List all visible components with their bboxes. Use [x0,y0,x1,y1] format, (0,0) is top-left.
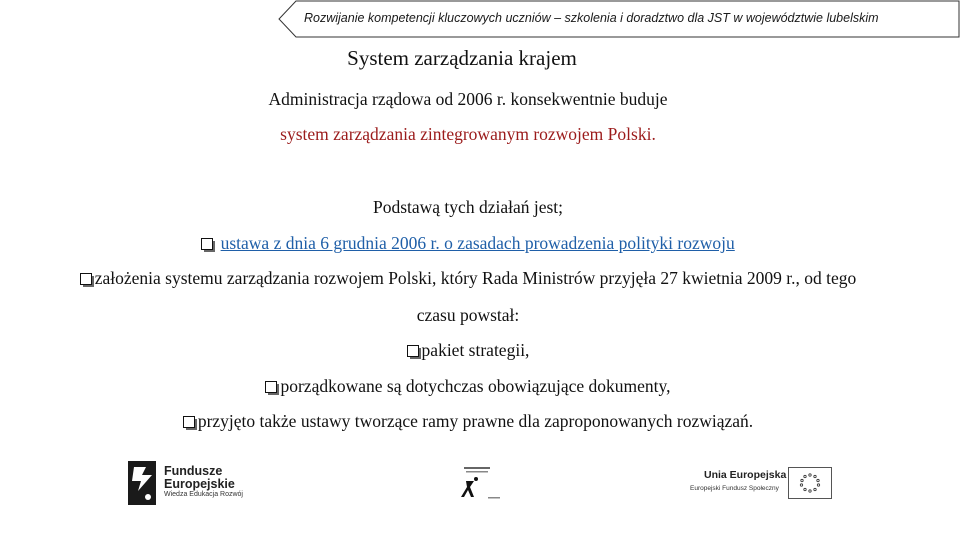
checkbox-bullet-icon [80,273,92,285]
eu-logo-subtitle: Europejski Fundusz Społeczny [690,485,779,492]
footer-logos [0,455,960,515]
intro-line: Administracja rządowa od 2006 r. konsekwentnie buduje [268,89,668,109]
checkbox-bullet-icon [265,381,277,393]
checkbox-bullet-icon [183,416,195,428]
emblem-logo [458,463,508,507]
header-banner-text: Rozwijanie kompetencji kluczowych uczniów – szkolenia i doradztwo dla JST w województwie lubelskim [304,11,879,25]
unia-europejska-logo [690,465,835,501]
list-item-text: przyjęto także ustawy tworzące ramy prawne dla zaproponowanych rozwiązań. [197,411,754,431]
fe-logo-line2: Europejskie [164,477,235,491]
list-item-text: pakiet strategii, [421,340,530,360]
list-item-documents [0,376,948,397]
list-item-strategies [0,340,948,361]
basis-line: Podstawą tych działań jest; [372,197,564,217]
intro-highlight: system zarządzania zintegrowanym rozwojem Polski. [280,124,656,144]
list-item-law [0,233,948,254]
checkbox-bullet-icon [407,345,419,357]
law-link[interactable]: ustawa z dnia 6 grudnia 2006 r. o zasadach prowadzenia polityki rozwoju [220,233,735,253]
fundusze-europejskie-mark-icon [128,461,156,505]
list-item-acts [0,411,948,432]
list-item-text: porządkowane są dotychczas obowiązujące dokumenty, [280,376,671,396]
fe-logo-subtitle: Wiedza Edukacja Rozwój [164,491,243,498]
fundusze-europejskie-logo [128,461,258,509]
fe-logo-text [164,465,235,491]
fe-logo-line1: Fundusze [164,464,223,478]
checkbox-bullet-icon [201,238,213,250]
eu-flag-icon [788,467,832,499]
list-item-assumptions [0,268,948,289]
slide-title: System zarządzania krajem [347,46,577,70]
emblem-icon [458,463,508,507]
list-item-continuation: czasu powstał: [416,305,520,325]
list-item-text: założenia systemu zarządzania rozwojem Polski, który Rada Ministrów przyjęła 27 kwietnia 2009 r., od tego [94,268,857,288]
eu-logo-title: Unia Europejska [704,469,787,481]
